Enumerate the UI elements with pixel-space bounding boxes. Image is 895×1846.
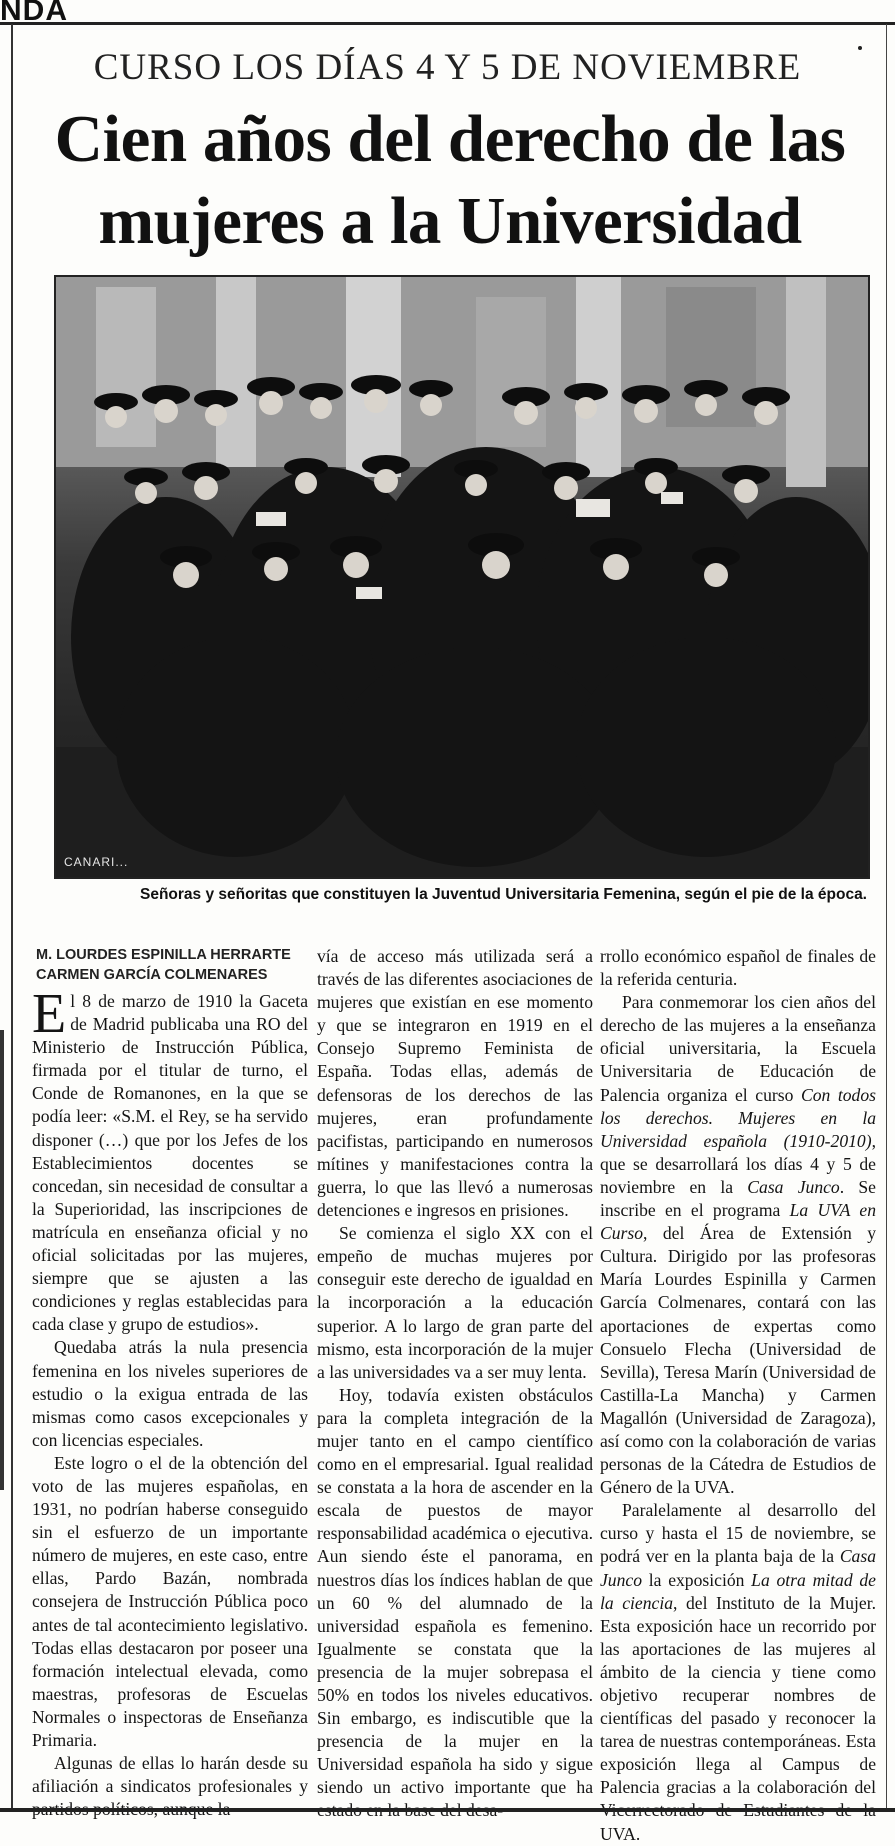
text-run: . Se inscribe en el programa <box>600 1176 876 1221</box>
paragraph: Quedaba atrás la nula presencia femenina en los niveles superiores de estudio o la exigua entrada de las mismas como casos excepcionales y con licencias especiales. <box>32 1337 308 1450</box>
paragraph: Este logro o el de la obtención del voto de las mujeres españolas, en 1931, no podrían haberse conseguido sin el esfuerzo de un importante número de mujeres, en este caso, entre ellas, Pardo Bazán, nombrada consejera de Instrucción Pública poco antes de tal acontecimiento legislativo. Todas ellas destacaron por poseer una formación intelectual elevada, como maestras, profesoras de Escuelas Normales o inspectoras de Enseñanza Primaria. <box>32 1452 308 1750</box>
paragraph: rrollo económico español de finales de la referida centuria. <box>600 946 876 990</box>
exhibition-title: La otra mitad de la ciencia <box>600 1569 876 1613</box>
paragraph: Hoy, todavía existen obstáculos para la completa integración de la mujer tanto en el campo científico como en el empresarial. Igual realidad se constata a la hora de ascender en la escala de puestos de mayor responsabilidad académica o ejecutiva. Aun siendo éste el panorama, en nuestros días los índices hablan de que un 60 % del alumnado de la universidad española es femenino. Igualmente se constata que la presencia de la mujer sobrepasa el 50% en todos los niveles educativos. Sin embargo, es indiscutible que la presencia de la mujer en la Universidad española ha sido y sigue siendo un activo importante que ha <box>317 1384 593 1798</box>
text-run: Paralelamente al desarrollo del curso y hasta el 15 de noviembre, se podrá ver en la planta baja de la <box>600 1500 876 1567</box>
byline <box>36 945 291 985</box>
text-run: , del Instituto de la Mujer. Esta exposición hace un recorrido por las aportaciones de las mujeres al ámbito de la ciencia y tiene como objetivo recuperar nombres de científicas del pasado y reconocer la tarea de nuestras contemporáneas. Esta exposición llega al Campus de Palencia gracias a la colaboración del UVA. <box>600 1592 876 1844</box>
headline <box>20 98 880 262</box>
paragraph: Algunas de ellas lo harán desde su afiliación a sindicatos profesionales y <box>32 1753 308 1797</box>
text-column-3 <box>600 945 876 1846</box>
photo-illustration <box>56 277 868 877</box>
drop-cap: E <box>32 983 67 1045</box>
photo-caption: Señoras y señoritas que constituyen la Juventud Universitaria Femenina, según el pie de la época. <box>139 886 867 903</box>
text-run: la exposición <box>642 1569 752 1590</box>
text-column-1 <box>32 983 308 1821</box>
print-speck <box>858 46 862 50</box>
paragraph: Se comienza el siglo XX con el empeño de muchas mujeres por conseguir este derecho de igualdad en la incorporación a la educación superior. A lo largo de gran parte del mismo, esta incorporación de la mujer a las universidades va a ser muy lenta. <box>317 1223 593 1382</box>
text-run: Para conmemorar los cien años del derecho de las mujeres a la enseñanza oficial universitaria, la Escuela Universitaria de Educación de Palencia organiza el curso <box>600 992 876 1105</box>
left-margin-rule <box>0 1030 4 1490</box>
venue-name: Casa Junco <box>600 1546 876 1590</box>
photo-credit: CANARI... <box>64 855 129 869</box>
author-1: M. LOURDES ESPINILLA HERRARTE <box>36 947 291 963</box>
kicker: CURSO LOS DÍAS 4 Y 5 DE NOVIEMBRE <box>93 47 802 88</box>
paragraph <box>600 1499 876 1845</box>
historical-group-photo <box>54 275 870 879</box>
paragraph <box>600 991 876 1499</box>
text-column-2 <box>317 945 593 1823</box>
paragraph: vía de acceso más utilizada será a través de las diferentes asociaciones de mujeres que existían en ese momento y que se integraron en 1919 en el Consejo Supremo Feminista de España. Todas ellas, además de defensoras de los derechos de las mujeres, eran profundamente pacifistas, participando en numerosos mítines y manifestaciones contra la guerra, lo que las llevó a numerosas detenciones e ingresos en prisiones. <box>317 946 593 1221</box>
venue-name: Casa Junco <box>747 1176 840 1197</box>
paragraph-text: l 8 de marzo de 1910 la Gaceta de Madrid publicaba una RO del Ministerio de Instrucción Pública, firmada por el titular de turno, el Conde de Romanones, en la que se podía leer: «S.M. el Rey, se ha servido disponer (…) que por los Jefes de los Establecimientos docentes se concedan, sin necesidad de consultar a la Superioridad, las inscripciones de matrícula en enseñanza oficial y no oficial solicitadas por las mujeres, siempre que se ajusten a las condiciones y reglas establecidas para cada clase y grupo de estudios». <box>32 991 308 1335</box>
author-2: CARMEN GARCÍA COLMENARES <box>36 967 268 983</box>
program-name: La UVA en Curso <box>600 1200 876 1244</box>
bottom-rule <box>0 1808 895 1812</box>
headline-line-1: Cien años del derecho de las <box>54 102 846 176</box>
headline-line-2: mujeres a la Universidad <box>98 184 802 258</box>
paragraph <box>32 983 308 1336</box>
text-run: , del Área de Extensión y Cultura. Dirigido por las profesoras María Lourdes Espinilla y Carmen García Colmenares, contará con las aportaciones de expertas como Consuelo Flecha (Universidad de Sevilla), Teresa Marín (Universidad de Castilla-La Mancha) y Carmen Magallón (Universidad de Zaragoza), así como con la colaboración de varias personas de la Cátedra de Estudios de Género de la UVA. <box>600 1223 876 1498</box>
course-title: Con todos los derechos. Mujeres en la Universidad española (1910-2010) <box>600 1084 876 1151</box>
section-masthead: NDA <box>0 0 68 22</box>
text-run: , que se desarrollará los días 4 y 5 de noviembre en la <box>600 1130 876 1197</box>
